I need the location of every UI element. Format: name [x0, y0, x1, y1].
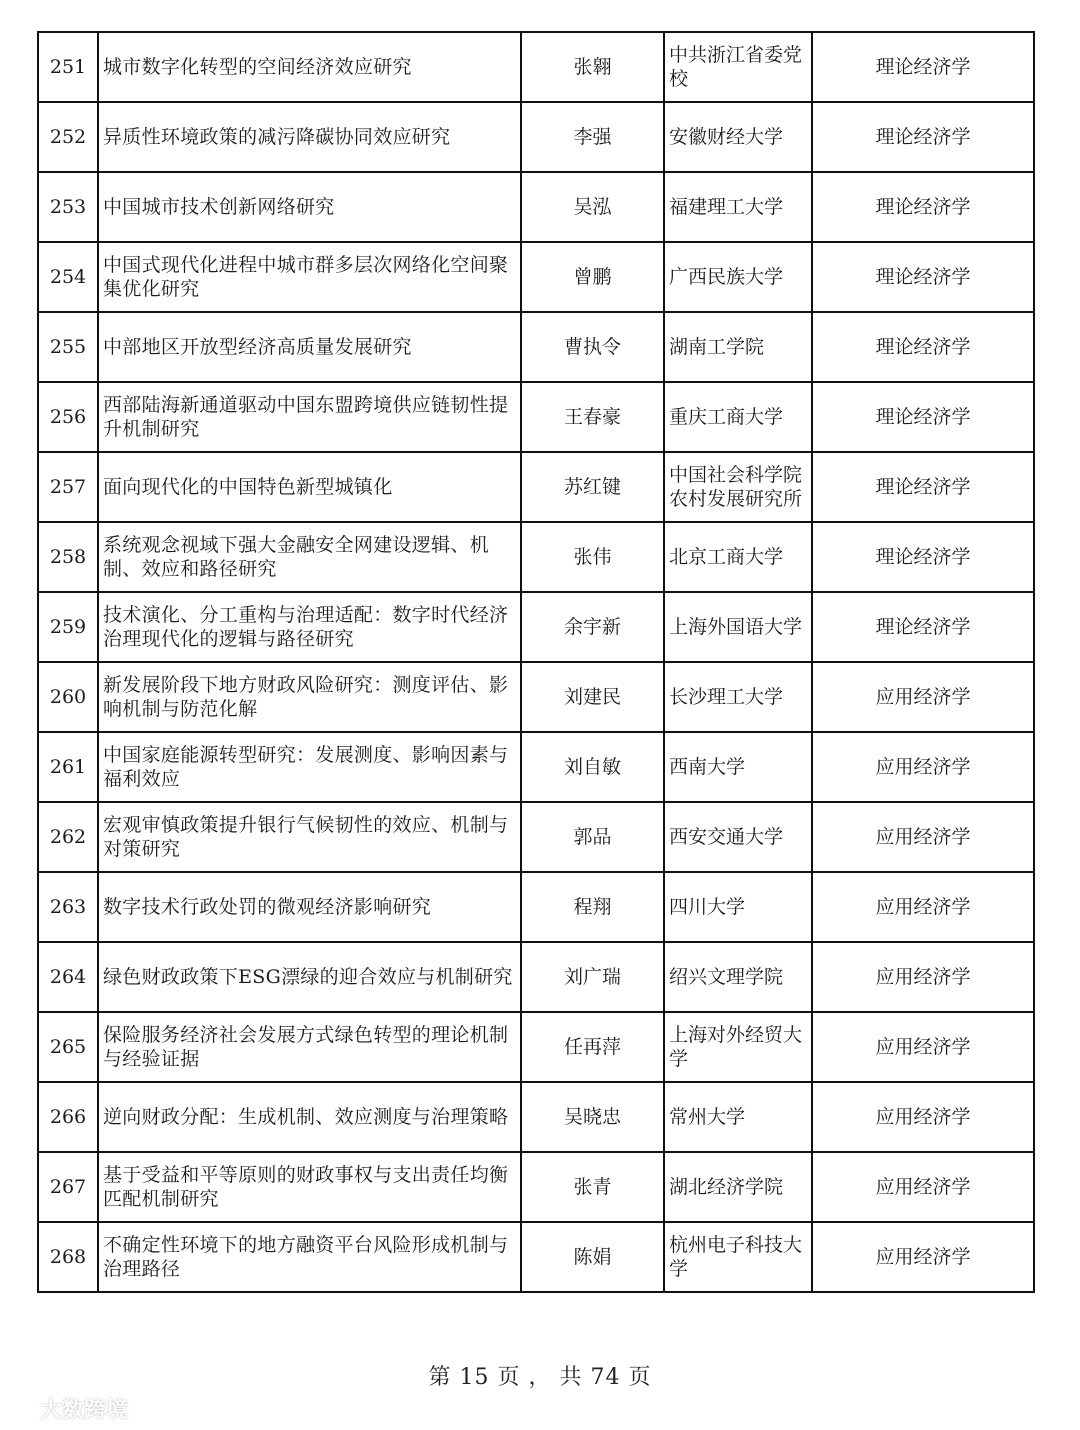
project-title: 逆向财政分配：生成机制、效应测度与治理策略	[98, 1082, 521, 1152]
discipline-category: 应用经济学	[812, 1152, 1034, 1222]
institution: 上海外国语大学	[664, 592, 812, 662]
discipline-category: 理论经济学	[812, 452, 1034, 522]
watermark-text: 大数跨境	[40, 1398, 129, 1423]
table-row	[38, 942, 1034, 1012]
project-title: 保险服务经济社会发展方式绿色转型的理论机制与经验证据	[98, 1012, 521, 1082]
principal-investigator: 曹执令	[521, 312, 664, 382]
discipline-category: 应用经济学	[812, 942, 1034, 1012]
table-row	[38, 172, 1034, 242]
principal-investigator: 刘自敏	[521, 732, 664, 802]
principal-investigator: 陈娟	[521, 1222, 664, 1292]
principal-investigator: 张青	[521, 1152, 664, 1222]
project-list-table	[37, 31, 1035, 1293]
principal-investigator: 郭品	[521, 802, 664, 872]
discipline-category: 应用经济学	[812, 732, 1034, 802]
institution: 安徽财经大学	[664, 102, 812, 172]
institution: 福建理工大学	[664, 172, 812, 242]
table-row	[38, 1082, 1034, 1152]
principal-investigator: 程翔	[521, 872, 664, 942]
discipline-category: 应用经济学	[812, 872, 1034, 942]
discipline-category: 应用经济学	[812, 1082, 1034, 1152]
row-number: 254	[38, 242, 98, 312]
institution: 湖北经济学院	[664, 1152, 812, 1222]
row-number: 260	[38, 662, 98, 732]
project-title: 宏观审慎政策提升银行气候韧性的效应、机制与对策研究	[98, 802, 521, 872]
principal-investigator: 李强	[521, 102, 664, 172]
project-title: 不确定性环境下的地方融资平台风险形成机制与治理路径	[98, 1222, 521, 1292]
row-number: 262	[38, 802, 98, 872]
row-number: 263	[38, 872, 98, 942]
discipline-category: 理论经济学	[812, 172, 1034, 242]
project-title: 中国城市技术创新网络研究	[98, 172, 521, 242]
weibo-logo-icon	[8, 1398, 34, 1420]
table-row	[38, 1152, 1034, 1222]
project-title: 技术演化、分工重构与治理适配：数字时代经济治理现代化的逻辑与路径研究	[98, 592, 521, 662]
project-title: 绿色财政政策下ESG漂绿的迎合效应与机制研究	[98, 942, 521, 1012]
institution: 西安交通大学	[664, 802, 812, 872]
project-title: 中部地区开放型经济高质量发展研究	[98, 312, 521, 382]
table-row	[38, 732, 1034, 802]
project-title: 基于受益和平等原则的财政事权与支出责任均衡匹配机制研究	[98, 1152, 521, 1222]
table-row	[38, 312, 1034, 382]
watermark	[8, 1393, 128, 1424]
institution: 湖南工学院	[664, 312, 812, 382]
row-number: 252	[38, 102, 98, 172]
principal-investigator: 吴泓	[521, 172, 664, 242]
table-row	[38, 382, 1034, 452]
institution: 中国社会科学院农村发展研究所	[664, 452, 812, 522]
discipline-category: 理论经济学	[812, 522, 1034, 592]
institution: 常州大学	[664, 1082, 812, 1152]
discipline-category: 理论经济学	[812, 242, 1034, 312]
principal-investigator: 张翱	[521, 32, 664, 102]
institution: 中共浙江省委党校	[664, 32, 812, 102]
discipline-category: 应用经济学	[812, 1012, 1034, 1082]
project-title: 中国家庭能源转型研究：发展测度、影响因素与福利效应	[98, 732, 521, 802]
discipline-category: 应用经济学	[812, 1222, 1034, 1292]
project-title: 城市数字化转型的空间经济效应研究	[98, 32, 521, 102]
project-title: 数字技术行政处罚的微观经济影响研究	[98, 872, 521, 942]
row-number: 251	[38, 32, 98, 102]
discipline-category: 理论经济学	[812, 382, 1034, 452]
table-row	[38, 872, 1034, 942]
project-title: 新发展阶段下地方财政风险研究：测度评估、影响机制与防范化解	[98, 662, 521, 732]
principal-investigator: 王春豪	[521, 382, 664, 452]
institution: 长沙理工大学	[664, 662, 812, 732]
project-title: 异质性环境政策的减污降碳协同效应研究	[98, 102, 521, 172]
institution: 杭州电子科技大学	[664, 1222, 812, 1292]
table-body	[38, 32, 1034, 1292]
institution: 绍兴文理学院	[664, 942, 812, 1012]
table-row	[38, 522, 1034, 592]
table-row	[38, 32, 1034, 102]
discipline-category: 理论经济学	[812, 32, 1034, 102]
row-number: 253	[38, 172, 98, 242]
project-title: 面向现代化的中国特色新型城镇化	[98, 452, 521, 522]
institution: 重庆工商大学	[664, 382, 812, 452]
principal-investigator: 刘广瑞	[521, 942, 664, 1012]
principal-investigator: 苏红键	[521, 452, 664, 522]
project-title: 系统观念视域下强大金融安全网建设逻辑、机制、效应和路径研究	[98, 522, 521, 592]
principal-investigator: 任再萍	[521, 1012, 664, 1082]
institution: 四川大学	[664, 872, 812, 942]
institution: 北京工商大学	[664, 522, 812, 592]
institution: 广西民族大学	[664, 242, 812, 312]
principal-investigator: 刘建民	[521, 662, 664, 732]
institution: 西南大学	[664, 732, 812, 802]
table-row	[38, 242, 1034, 312]
table-row	[38, 452, 1034, 522]
discipline-category: 理论经济学	[812, 592, 1034, 662]
row-number: 266	[38, 1082, 98, 1152]
discipline-category: 应用经济学	[812, 662, 1034, 732]
row-number: 261	[38, 732, 98, 802]
discipline-category: 理论经济学	[812, 312, 1034, 382]
row-number: 259	[38, 592, 98, 662]
principal-investigator: 曾鹏	[521, 242, 664, 312]
row-number: 268	[38, 1222, 98, 1292]
table-row	[38, 802, 1034, 872]
discipline-category: 应用经济学	[812, 802, 1034, 872]
row-number: 258	[38, 522, 98, 592]
institution: 上海对外经贸大学	[664, 1012, 812, 1082]
discipline-category: 理论经济学	[812, 102, 1034, 172]
principal-investigator: 张伟	[521, 522, 664, 592]
table-row	[38, 592, 1034, 662]
row-number: 265	[38, 1012, 98, 1082]
table-row	[38, 662, 1034, 732]
row-number: 255	[38, 312, 98, 382]
table-row	[38, 102, 1034, 172]
row-number: 267	[38, 1152, 98, 1222]
row-number: 256	[38, 382, 98, 452]
row-number: 257	[38, 452, 98, 522]
principal-investigator: 吴晓忠	[521, 1082, 664, 1152]
project-title: 中国式现代化进程中城市群多层次网络化空间聚集优化研究	[98, 242, 521, 312]
table-row	[38, 1222, 1034, 1292]
project-title: 西部陆海新通道驱动中国东盟跨境供应链韧性提升机制研究	[98, 382, 521, 452]
page-number-footer: 第 15 页 ， 共 74 页	[428, 1365, 652, 1390]
row-number: 264	[38, 942, 98, 1012]
table-row	[38, 1012, 1034, 1082]
principal-investigator: 余宇新	[521, 592, 664, 662]
